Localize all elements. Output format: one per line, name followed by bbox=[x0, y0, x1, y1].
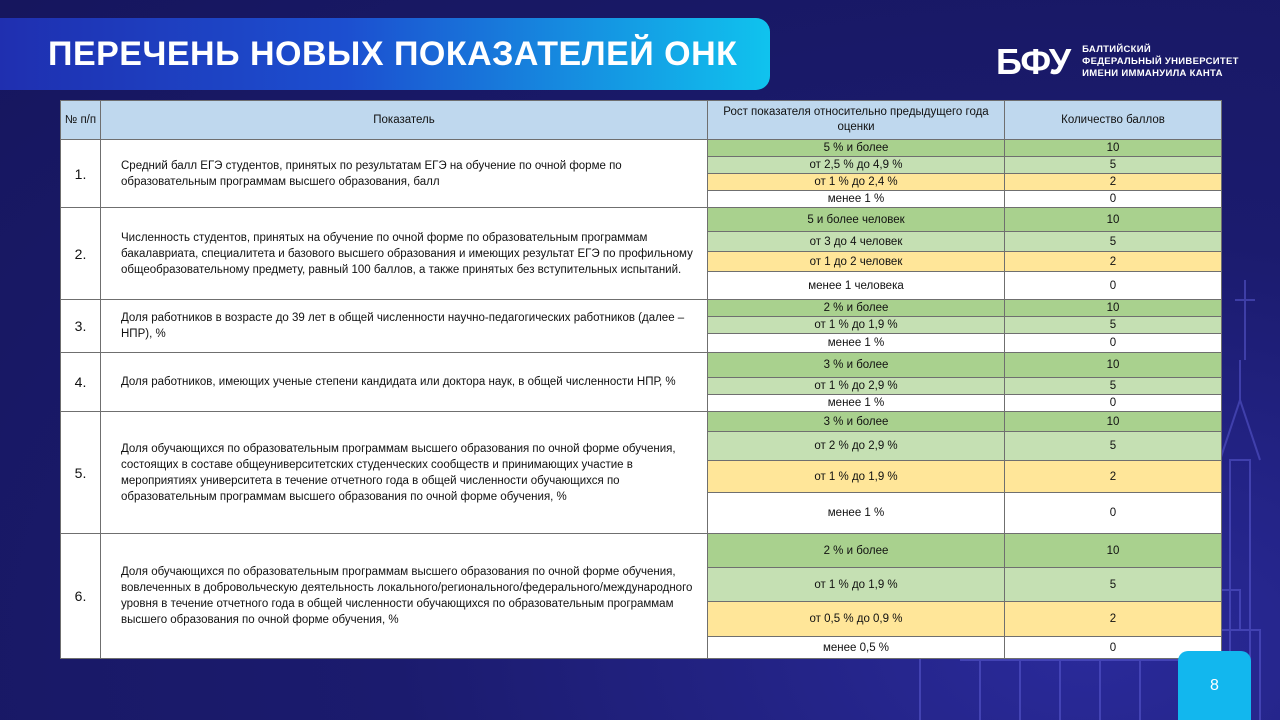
points-cell: 2 bbox=[1005, 461, 1222, 493]
growth-cell: 5 и более человек bbox=[708, 208, 1005, 232]
growth-cell: менее 0,5 % bbox=[708, 637, 1005, 659]
growth-cell: 2 % и более bbox=[708, 300, 1005, 317]
table-row bbox=[61, 300, 1222, 317]
growth-cell: от 1 % до 1,9 % bbox=[708, 317, 1005, 334]
growth-cell: от 1 % до 1,9 % bbox=[708, 568, 1005, 602]
header-num: № п/п bbox=[61, 101, 101, 140]
logo-mark: БФУ bbox=[996, 41, 1071, 82]
growth-cell: от 0,5 % до 0,9 % bbox=[708, 602, 1005, 637]
points-cell: 0 bbox=[1005, 493, 1222, 534]
row-number: 1. bbox=[61, 140, 101, 208]
points-cell: 5 bbox=[1005, 432, 1222, 461]
growth-cell: менее 1 человека bbox=[708, 272, 1005, 300]
points-cell: 2 bbox=[1005, 252, 1222, 272]
indicator-text: Средний балл ЕГЭ студентов, принятых по результатам ЕГЭ на обучение по очной форме по образовательным программам высшего образования, балл bbox=[101, 140, 708, 208]
slide-title: ПЕРЕЧЕНЬ НОВЫХ ПОКАЗАТЕЛЕЙ ОНК bbox=[48, 34, 738, 73]
points-cell: 10 bbox=[1005, 140, 1222, 157]
table-row bbox=[61, 412, 1222, 432]
growth-cell: от 1 % до 1,9 % bbox=[708, 461, 1005, 493]
points-cell: 5 bbox=[1005, 157, 1222, 174]
points-cell: 0 bbox=[1005, 334, 1222, 353]
growth-cell: менее 1 % bbox=[708, 334, 1005, 353]
indicator-text: Доля работников, имеющих ученые степени кандидата или доктора наук, в общей численности НПР, % bbox=[101, 353, 708, 412]
row-number: 5. bbox=[61, 412, 101, 534]
indicator-text: Доля обучающихся по образовательным программам высшего образования по очной форме обучения, вовлеченных в добровольческую деятельность локального/регионального/федерального/международного уровня в течение отчетного года в общей численности обучающихся по образовательным программам высшего образования по очной форме обучения, % bbox=[101, 534, 708, 659]
growth-cell: от 3 до 4 человек bbox=[708, 232, 1005, 252]
points-cell: 0 bbox=[1005, 191, 1222, 208]
indicator-text: Численность студентов, принятых на обучение по очной форме по образовательным программам бакалавриата, специалитета и базового высшего образования и имеющих результат ЕГЭ по профильному общеобразовательному предмету, равный 100 баллов, а также принятых без вступительных испытаний. bbox=[101, 208, 708, 300]
growth-cell: от 1 до 2 человек bbox=[708, 252, 1005, 272]
header-growth: Рост показателя относительно предыдущего года оценки bbox=[708, 101, 1005, 140]
growth-cell: менее 1 % bbox=[708, 493, 1005, 534]
points-cell: 2 bbox=[1005, 602, 1222, 637]
logo-line-2: ФЕДЕРАЛЬНЫЙ УНИВЕРСИТЕТ bbox=[1082, 56, 1239, 67]
row-number: 6. bbox=[61, 534, 101, 659]
page-number-badge bbox=[1178, 651, 1251, 720]
points-cell: 10 bbox=[1005, 534, 1222, 568]
growth-cell: 3 % и более bbox=[708, 412, 1005, 432]
points-cell: 10 bbox=[1005, 412, 1222, 432]
table-row bbox=[61, 208, 1222, 232]
growth-cell: менее 1 % bbox=[708, 395, 1005, 412]
table-header-row bbox=[61, 101, 1222, 140]
indicator-text: Доля работников в возрасте до 39 лет в общей численности научно-педагогических работников (далее – НПР), % bbox=[101, 300, 708, 353]
growth-cell: от 1 % до 2,4 % bbox=[708, 174, 1005, 191]
table-row bbox=[61, 140, 1222, 157]
points-cell: 10 bbox=[1005, 300, 1222, 317]
growth-cell: менее 1 % bbox=[708, 191, 1005, 208]
header-indicator: Показатель bbox=[101, 101, 708, 140]
table-row bbox=[61, 353, 1222, 378]
indicator-text: Доля обучающихся по образовательным программам высшего образования по очной форме обучения, состоящих в составе общеуниверситетских студенческих сообществ и принимающих участие в мероприятиях университета в течение отчетного года в общей численности обучающихся по образовательным программам высшего образования по очной форме обучения, % bbox=[101, 412, 708, 534]
points-cell: 5 bbox=[1005, 232, 1222, 252]
growth-cell: от 1 % до 2,9 % bbox=[708, 378, 1005, 395]
growth-cell: от 2 % до 2,9 % bbox=[708, 432, 1005, 461]
table-row bbox=[61, 534, 1222, 568]
indicators-table bbox=[60, 100, 1222, 659]
logo-text bbox=[1082, 44, 1239, 80]
points-cell: 5 bbox=[1005, 568, 1222, 602]
growth-cell: 2 % и более bbox=[708, 534, 1005, 568]
points-cell: 5 bbox=[1005, 378, 1222, 395]
university-logo bbox=[996, 41, 1239, 82]
points-cell: 0 bbox=[1005, 637, 1222, 659]
title-bar bbox=[0, 18, 770, 90]
row-number: 3. bbox=[61, 300, 101, 353]
logo-line-3: ИМЕНИ ИММАНУИЛА КАНТА bbox=[1082, 68, 1223, 79]
growth-cell: 5 % и более bbox=[708, 140, 1005, 157]
growth-cell: от 2,5 % до 4,9 % bbox=[708, 157, 1005, 174]
points-cell: 5 bbox=[1005, 317, 1222, 334]
points-cell: 2 bbox=[1005, 174, 1222, 191]
row-number: 4. bbox=[61, 353, 101, 412]
header-points: Количество баллов bbox=[1005, 101, 1222, 140]
points-cell: 10 bbox=[1005, 353, 1222, 378]
logo-line-1: БАЛТИЙСКИЙ bbox=[1082, 44, 1152, 55]
points-cell: 0 bbox=[1005, 272, 1222, 300]
page-number: 8 bbox=[1210, 676, 1219, 694]
growth-cell: 3 % и более bbox=[708, 353, 1005, 378]
points-cell: 0 bbox=[1005, 395, 1222, 412]
row-number: 2. bbox=[61, 208, 101, 300]
points-cell: 10 bbox=[1005, 208, 1222, 232]
